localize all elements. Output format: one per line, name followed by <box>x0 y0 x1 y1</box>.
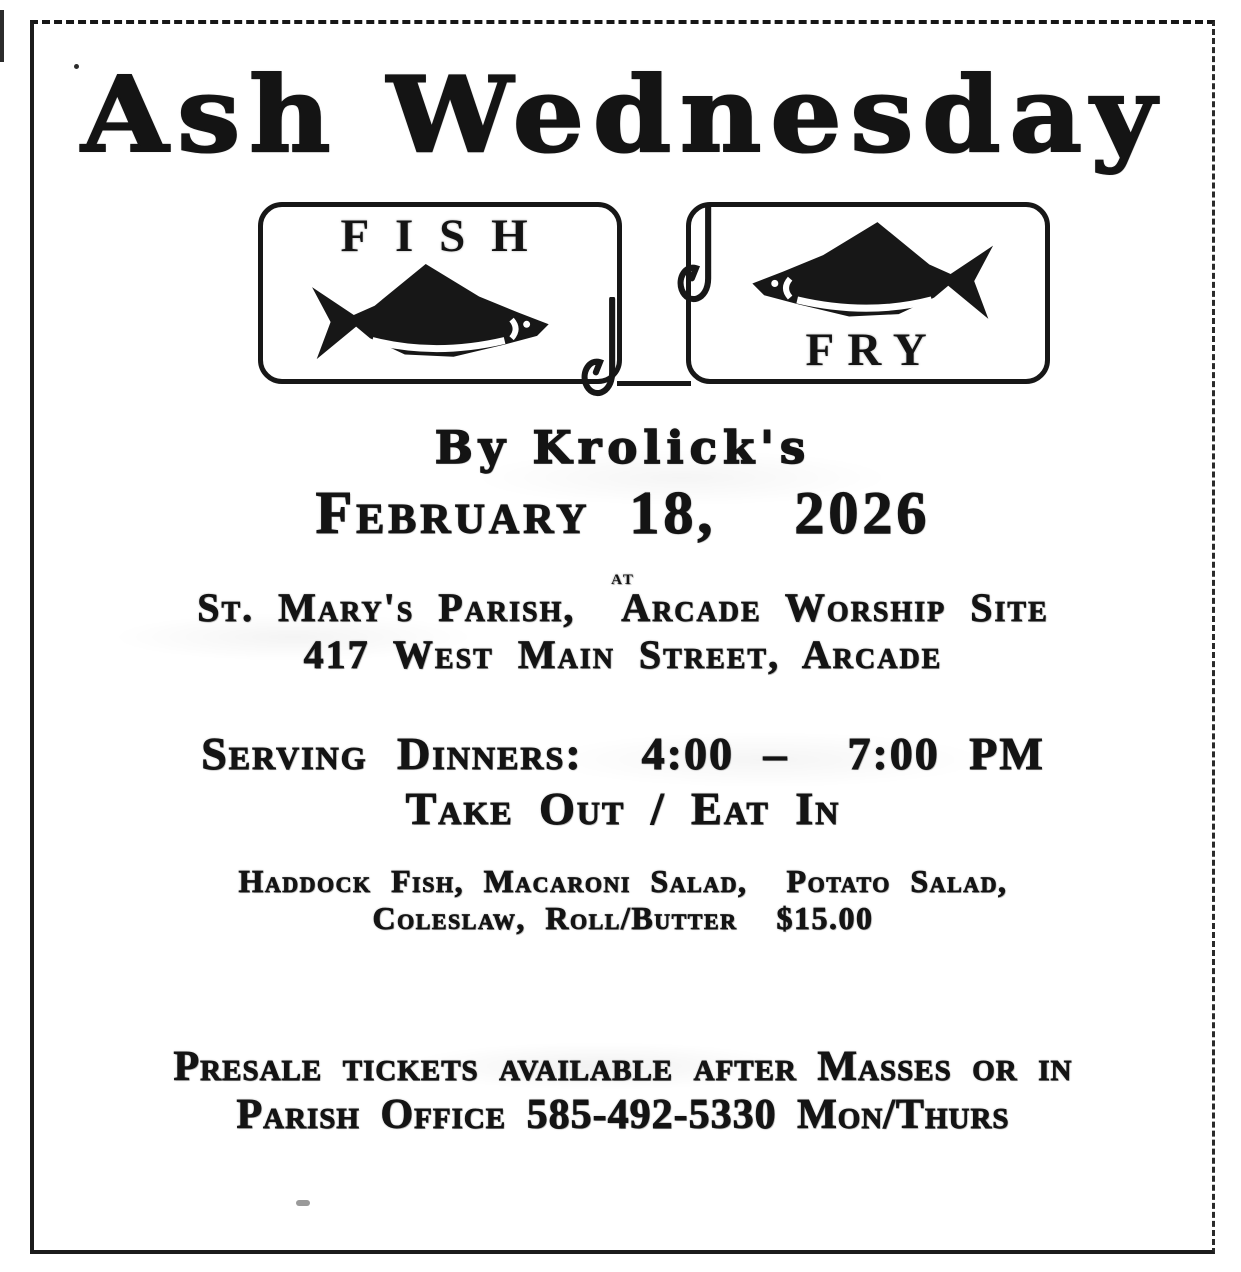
fish-badge-label: FISH <box>340 210 554 262</box>
fry-badge-label: FRY <box>805 324 940 376</box>
fish-badge <box>258 202 622 384</box>
service-type: Take Out / Eat In <box>405 783 841 834</box>
scan-artifact <box>0 10 4 62</box>
fishhook-icon <box>677 203 723 315</box>
flyer-title: Ash Wednesday <box>81 53 1165 176</box>
fish-icon <box>705 215 1031 333</box>
menu-line-2: Coleslaw, Roll/Butter $15.00 <box>372 900 874 936</box>
tickets-line-1: Presale tickets available after Masses or in <box>173 1044 1073 1090</box>
fry-badge <box>686 202 1050 384</box>
at-label: at <box>611 564 635 589</box>
serving-hours: Serving Dinners: 4:00 – 7:00 PM <box>201 728 1045 779</box>
fish-icon <box>275 257 595 373</box>
menu-line-1: Haddock Fish, Macaroni Salad, Potato Salad, <box>238 863 1008 899</box>
flyer-frame <box>30 20 1215 1254</box>
tickets-line-2: Parish Office 585-492-5330 Mon/Thurs <box>236 1092 1010 1138</box>
byline: By Krolick's <box>434 421 812 474</box>
location-line-2: 417 West Main Street, Arcade <box>303 632 943 677</box>
fish-fry-badges <box>258 202 1050 386</box>
location-line-1: St. Mary's Parish, Arcade Worship Site <box>197 585 1049 630</box>
badge-connector-line <box>617 381 691 386</box>
scan-artifact <box>74 64 79 69</box>
event-date: February 18, 2026 <box>315 480 931 546</box>
scan-artifact <box>296 1200 310 1206</box>
fishhook-icon <box>581 297 627 409</box>
